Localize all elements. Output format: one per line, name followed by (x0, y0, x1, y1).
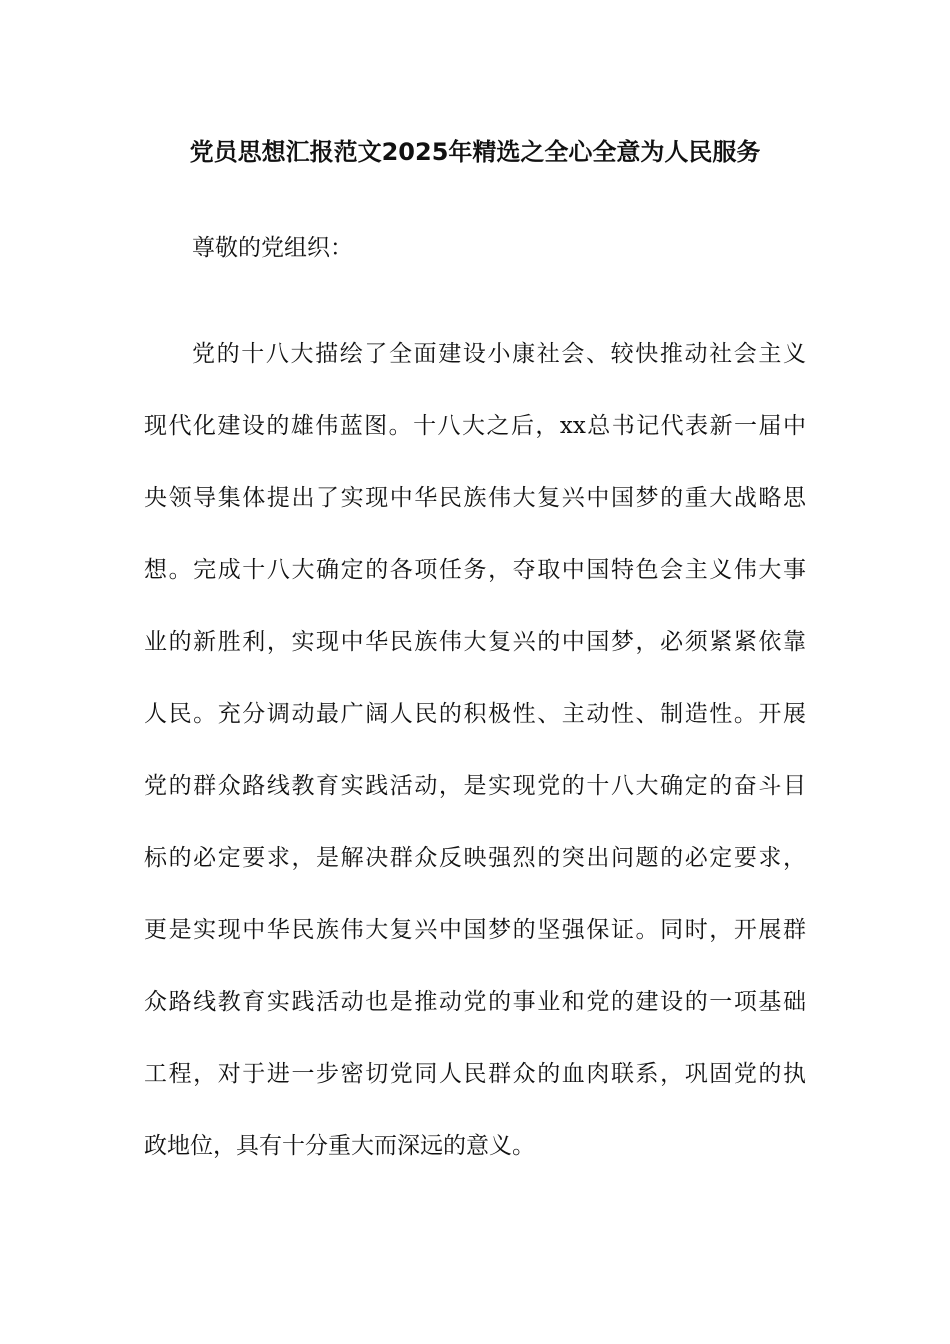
paragraph-line: 政地位，具有十分重大而深远的意义。 (144, 1133, 535, 1159)
paragraph-line: 央领导集体提出了实现中华民族伟大复兴中国梦的重大战略思 (144, 485, 806, 511)
paragraph-line: 想。完成十八大确定的各项任务，夺取中国特色会主义伟大事 (144, 557, 806, 583)
paragraph-line: 更是实现中华民族伟大复兴中国梦的坚强保证。同时，开展群 (144, 917, 806, 943)
paragraph-line: 众路线教育实践活动也是推动党的事业和党的建设的一项基础 (144, 989, 806, 1015)
document-title: 党员思想汇报范文2025年精选之全心全意为人民服务 (189, 138, 761, 166)
paragraph-line: 党的群众路线教育实践活动，是实现党的十八大确定的奋斗目 (144, 773, 806, 799)
paragraph-line: 党的十八大描绘了全面建设小康社会、较快推动社会主义 (192, 341, 806, 367)
salutation: 尊敬的党组织： (192, 235, 353, 261)
paragraph-line: 工程，对于进一步密切党同人民群众的血肉联系，巩固党的执 (144, 1061, 806, 1087)
paragraph-line: 人民。充分调动最广阔人民的积极性、主动性、制造性。开展 (144, 701, 806, 727)
paragraph-line: 业的新胜利，实现中华民族伟大复兴的中国梦，必须紧紧依靠 (144, 629, 806, 655)
paragraph-line: 标的必定要求，是解决群众反映强烈的突出问题的必定要求， (144, 845, 806, 871)
paragraph-line: 现代化建设的雄伟蓝图。十八大之后，xx总书记代表新一届中 (144, 413, 806, 439)
